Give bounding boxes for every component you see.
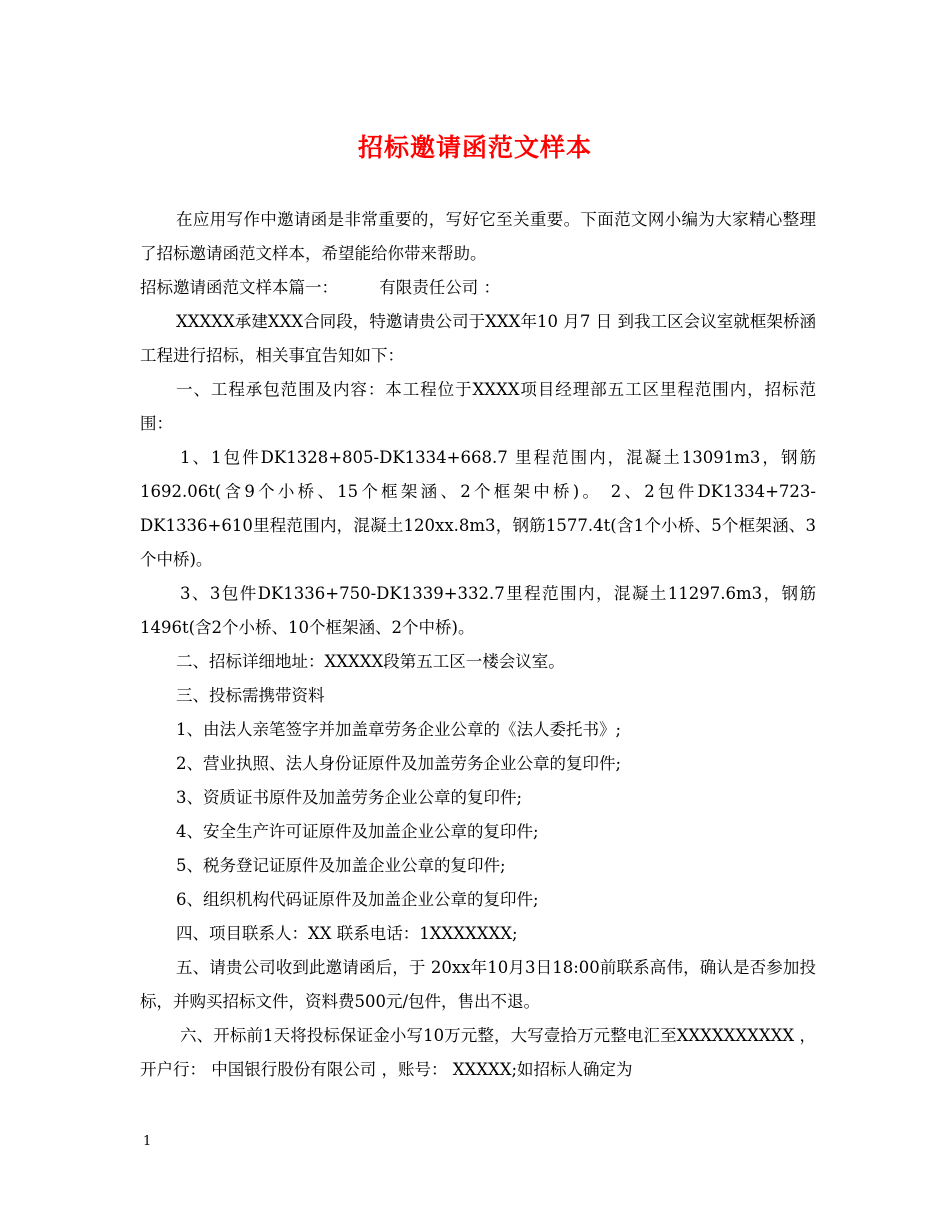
paragraph-intro: 在应用写作中邀请函是非常重要的，写好它至关重要。下面范文网小编为大家精心整理了招标邀请函范文样本，希望能给你带来帮助。 [140,210,816,263]
paragraph-package-3: 3、3包件DK1336+750-DK1339+332.7里程范围内，混凝土11297.6m3，钢筋1496t(含2个小桥、10个框架涵、2个中桥)。 [140,584,816,637]
paragraph-package-1-2: 1、1包件DK1328+805-DK1334+668.7 里程范围内，混凝土13091m3，钢筋1692.06t(含9个小桥、15个框架涵、2个框架中桥)。 2、2包件DK1334+723-DK1336+610里程范围内，混凝土120xx.8m3，钢筋1577.4t(含1个小桥、5个框架涵、3个中桥)。 [140,448,816,569]
list-item-material-2: 2、营业执照、法人身份证原件及加盖劳务企业公章的复印件; [176,754,622,773]
paragraph-salutation: 招标邀请函范文样本篇一： 有限责任公司 ： [140,278,500,297]
paragraph-section-5: 五、请贵公司收到此邀请函后，于 20xx年10月3日18:00前联系高伟，确认是否参加投标，并购买招标文件，资料费500元/包件，售出不退。 [140,958,816,1011]
list-item-material-1: 1、由法人亲笔签字并加盖章劳务企业公章的《法人委托书》; [176,720,622,739]
list-item-material-6: 6、组织机构代码证原件及加盖企业公章的复印件; [176,890,539,909]
paragraph-section-3: 三、投标需携带资料 [176,686,325,705]
paragraph-section-6: 六、开标前1天将投标保证金小写10万元整，大写壹拾万元整电汇至XXXXXXXXXX ，开户行： 中国银行股份有限公司 ，账号： XXXXX;如招标人确定为 [140,1026,816,1079]
paragraph-invitation: XXXXX承建XXX合同段，特邀请贵公司于XXX年10 月7 日 到我工区会议室就框架桥涵 工程进行招标，相关事宜告知如下： [140,312,816,365]
list-item-material-5: 5、税务登记证原件及加盖企业公章的复印件; [176,856,506,875]
paragraph-section-1: 一、工程承包范围及内容：本工程位于XXXX项目经理部五工区里程范围内，招标范围： [140,380,816,433]
document-title: 招标邀请函范文样本 [357,133,592,162]
paragraph-section-4: 四、项目联系人：XX 联系电话：1XXXXXXX; [176,924,518,943]
paragraph-section-2: 二、招标详细地址：XXXXX段第五工区一楼会议室。 [176,652,565,671]
document-body [140,203,816,1087]
list-item-material-4: 4、安全生产许可证原件及加盖企业公章的复印件; [176,822,539,841]
page-number: 1 [143,1134,152,1149]
list-item-material-3: 3、资质证书原件及加盖劳务企业公章的复印件; [176,788,523,807]
